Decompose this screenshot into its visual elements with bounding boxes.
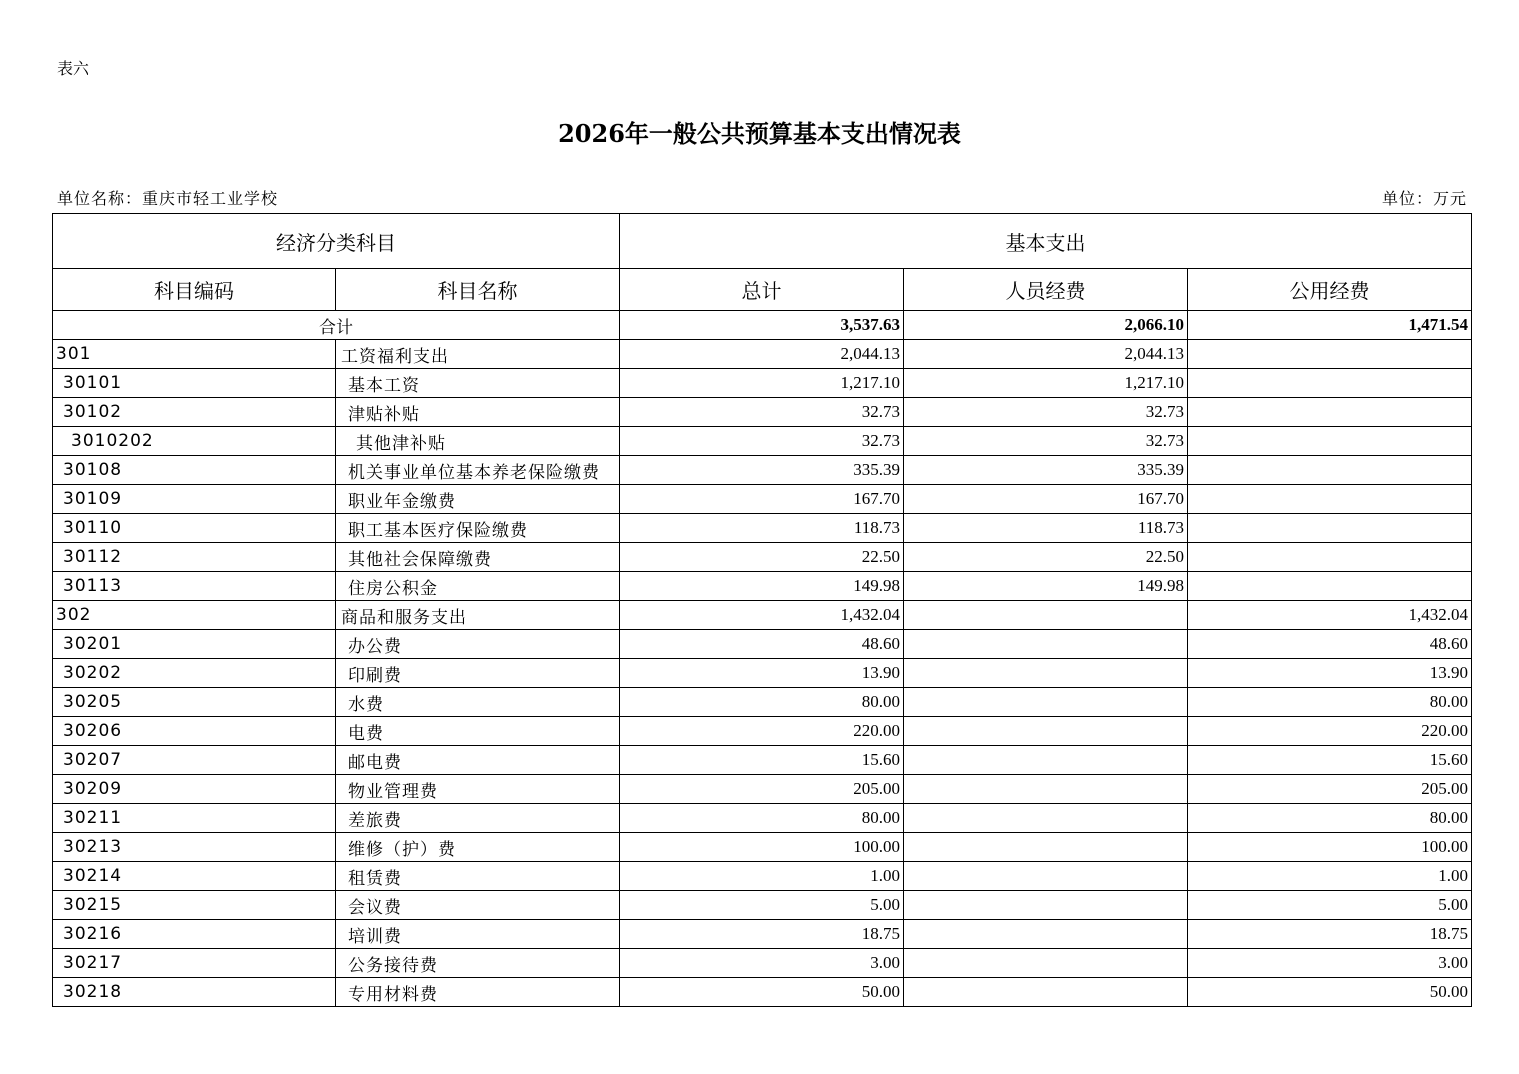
row-code: 30202 xyxy=(53,659,336,688)
row-public xyxy=(1188,485,1472,514)
row-total: 5.00 xyxy=(620,891,904,920)
total-personnel: 2,066.10 xyxy=(904,311,1188,340)
row-code: 30207 xyxy=(53,746,336,775)
row-code: 30211 xyxy=(53,804,336,833)
row-personnel: 32.73 xyxy=(904,398,1188,427)
row-total: 50.00 xyxy=(620,978,904,1007)
row-personnel xyxy=(904,920,1188,949)
row-name: 其他社会保障缴费 xyxy=(336,543,620,572)
table-tag: 表六 xyxy=(57,59,90,78)
row-name: 租赁费 xyxy=(336,862,620,891)
table-row xyxy=(53,775,1472,804)
budget-table xyxy=(52,213,1472,1007)
row-name: 专用材料费 xyxy=(336,978,620,1007)
row-public: 50.00 xyxy=(1188,978,1472,1007)
row-code: 30213 xyxy=(53,833,336,862)
table-row xyxy=(53,398,1472,427)
row-name: 印刷费 xyxy=(336,659,620,688)
row-personnel: 167.70 xyxy=(904,485,1188,514)
header-personnel: 人员经费 xyxy=(904,269,1188,311)
row-code: 30109 xyxy=(53,485,336,514)
table-row xyxy=(53,659,1472,688)
header-row-group xyxy=(53,214,1472,269)
row-code: 30205 xyxy=(53,688,336,717)
row-code: 30201 xyxy=(53,630,336,659)
row-personnel xyxy=(904,862,1188,891)
row-code: 30209 xyxy=(53,775,336,804)
row-personnel xyxy=(904,746,1188,775)
row-code: 30215 xyxy=(53,891,336,920)
row-personnel: 32.73 xyxy=(904,427,1188,456)
row-personnel xyxy=(904,949,1188,978)
row-total: 80.00 xyxy=(620,688,904,717)
header-economic-category: 经济分类科目 xyxy=(53,214,620,269)
table-row xyxy=(53,340,1472,369)
row-public: 205.00 xyxy=(1188,775,1472,804)
row-public xyxy=(1188,369,1472,398)
table-row xyxy=(53,920,1472,949)
row-personnel xyxy=(904,659,1188,688)
table-row xyxy=(53,514,1472,543)
row-name: 住房公积金 xyxy=(336,572,620,601)
row-name: 职工基本医疗保险缴费 xyxy=(336,514,620,543)
row-public: 220.00 xyxy=(1188,717,1472,746)
row-name: 会议费 xyxy=(336,891,620,920)
row-public: 1.00 xyxy=(1188,862,1472,891)
header-row-columns xyxy=(53,269,1472,311)
row-public: 3.00 xyxy=(1188,949,1472,978)
row-code: 302 xyxy=(53,601,336,630)
row-total: 2,044.13 xyxy=(620,340,904,369)
row-personnel: 335.39 xyxy=(904,456,1188,485)
row-total: 3.00 xyxy=(620,949,904,978)
row-name: 培训费 xyxy=(336,920,620,949)
row-code: 30102 xyxy=(53,398,336,427)
row-code: 30217 xyxy=(53,949,336,978)
row-code: 30206 xyxy=(53,717,336,746)
table-row xyxy=(53,543,1472,572)
row-total: 149.98 xyxy=(620,572,904,601)
row-personnel: 2,044.13 xyxy=(904,340,1188,369)
table-row xyxy=(53,688,1472,717)
row-total: 32.73 xyxy=(620,398,904,427)
row-personnel: 118.73 xyxy=(904,514,1188,543)
table-row xyxy=(53,427,1472,456)
row-total: 18.75 xyxy=(620,920,904,949)
row-public xyxy=(1188,572,1472,601)
row-public: 5.00 xyxy=(1188,891,1472,920)
row-personnel xyxy=(904,630,1188,659)
row-name: 电费 xyxy=(336,717,620,746)
total-public: 1,471.54 xyxy=(1188,311,1472,340)
row-name: 基本工资 xyxy=(336,369,620,398)
row-code: 301 xyxy=(53,340,336,369)
row-total: 32.73 xyxy=(620,427,904,456)
table-row xyxy=(53,601,1472,630)
header-code: 科目编码 xyxy=(53,269,336,311)
row-personnel xyxy=(904,717,1188,746)
row-name: 津贴补贴 xyxy=(336,398,620,427)
row-code: 30110 xyxy=(53,514,336,543)
header-basic-expenditure: 基本支出 xyxy=(620,214,1472,269)
row-name: 公务接待费 xyxy=(336,949,620,978)
row-name: 维修（护）费 xyxy=(336,833,620,862)
row-total: 167.70 xyxy=(620,485,904,514)
row-name: 办公费 xyxy=(336,630,620,659)
table-row xyxy=(53,572,1472,601)
row-personnel xyxy=(904,833,1188,862)
row-name: 邮电费 xyxy=(336,746,620,775)
table-row xyxy=(53,862,1472,891)
row-total: 1,432.04 xyxy=(620,601,904,630)
table-row xyxy=(53,804,1472,833)
page-title: 2026年一般公共预算基本支出情况表 xyxy=(558,119,961,148)
row-personnel xyxy=(904,804,1188,833)
table-row xyxy=(53,891,1472,920)
row-total: 22.50 xyxy=(620,543,904,572)
header-public: 公用经费 xyxy=(1188,269,1472,311)
row-personnel xyxy=(904,688,1188,717)
unit-name: 单位名称：重庆市轻工业学校 xyxy=(57,189,279,208)
total-label: 合计 xyxy=(53,311,620,340)
row-code: 30108 xyxy=(53,456,336,485)
row-public xyxy=(1188,398,1472,427)
table-row xyxy=(53,949,1472,978)
row-public xyxy=(1188,456,1472,485)
row-public xyxy=(1188,427,1472,456)
row-public xyxy=(1188,514,1472,543)
table-row xyxy=(53,717,1472,746)
row-total: 80.00 xyxy=(620,804,904,833)
row-public: 13.90 xyxy=(1188,659,1472,688)
row-personnel: 149.98 xyxy=(904,572,1188,601)
table-row xyxy=(53,630,1472,659)
row-public: 15.60 xyxy=(1188,746,1472,775)
table-row xyxy=(53,978,1472,1007)
row-public: 100.00 xyxy=(1188,833,1472,862)
table-row xyxy=(53,485,1472,514)
row-name: 职业年金缴费 xyxy=(336,485,620,514)
table-row xyxy=(53,369,1472,398)
row-name: 其他津补贴 xyxy=(336,427,620,456)
table-row xyxy=(53,746,1472,775)
row-total: 48.60 xyxy=(620,630,904,659)
row-code: 30112 xyxy=(53,543,336,572)
row-public: 18.75 xyxy=(1188,920,1472,949)
row-total: 220.00 xyxy=(620,717,904,746)
table-row xyxy=(53,833,1472,862)
row-personnel: 22.50 xyxy=(904,543,1188,572)
row-public: 48.60 xyxy=(1188,630,1472,659)
row-name: 水费 xyxy=(336,688,620,717)
row-public xyxy=(1188,340,1472,369)
row-name: 物业管理费 xyxy=(336,775,620,804)
row-personnel xyxy=(904,978,1188,1007)
row-total: 100.00 xyxy=(620,833,904,862)
row-code: 3010202 xyxy=(53,427,336,456)
header-total: 总计 xyxy=(620,269,904,311)
row-name: 差旅费 xyxy=(336,804,620,833)
row-public: 1,432.04 xyxy=(1188,601,1472,630)
row-public: 80.00 xyxy=(1188,688,1472,717)
row-code: 30101 xyxy=(53,369,336,398)
row-code: 30216 xyxy=(53,920,336,949)
row-total: 335.39 xyxy=(620,456,904,485)
row-personnel xyxy=(904,775,1188,804)
row-name: 商品和服务支出 xyxy=(336,601,620,630)
total-row xyxy=(53,311,1472,340)
currency-unit: 单位：万元 xyxy=(1381,189,1467,208)
row-code: 30218 xyxy=(53,978,336,1007)
row-public: 80.00 xyxy=(1188,804,1472,833)
row-total: 118.73 xyxy=(620,514,904,543)
row-public xyxy=(1188,543,1472,572)
row-name: 工资福利支出 xyxy=(336,340,620,369)
row-personnel xyxy=(904,891,1188,920)
row-total: 205.00 xyxy=(620,775,904,804)
row-code: 30214 xyxy=(53,862,336,891)
total-sum: 3,537.63 xyxy=(620,311,904,340)
row-name: 机关事业单位基本养老保险缴费 xyxy=(336,456,620,485)
row-personnel: 1,217.10 xyxy=(904,369,1188,398)
table-row xyxy=(53,456,1472,485)
row-personnel xyxy=(904,601,1188,630)
row-total: 13.90 xyxy=(620,659,904,688)
row-code: 30113 xyxy=(53,572,336,601)
row-total: 15.60 xyxy=(620,746,904,775)
row-total: 1.00 xyxy=(620,862,904,891)
row-total: 1,217.10 xyxy=(620,369,904,398)
header-name: 科目名称 xyxy=(336,269,620,311)
